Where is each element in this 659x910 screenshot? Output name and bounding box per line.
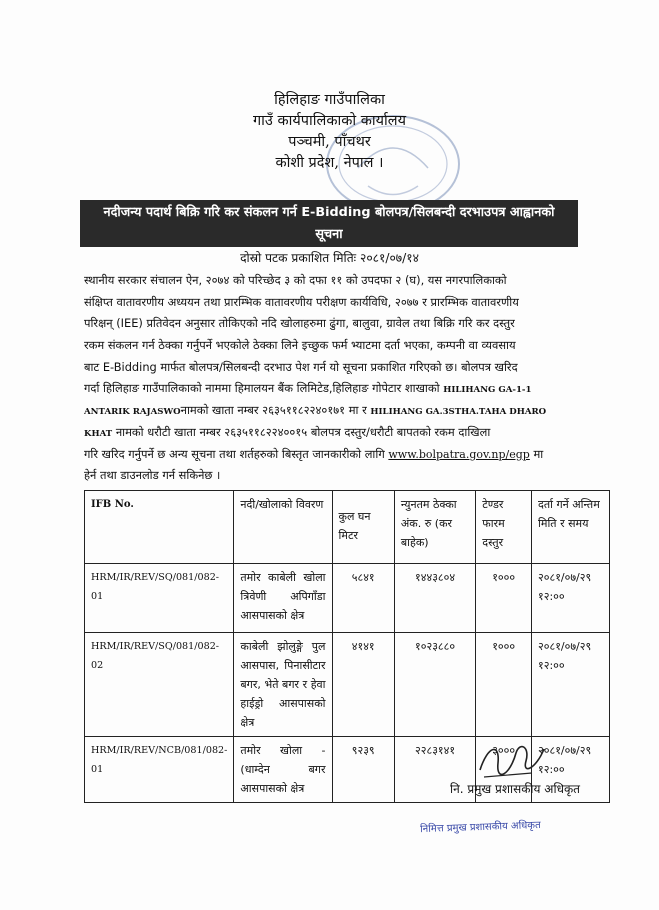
body-text-segment: नामको धरौटी खाता नम्बर २६३५११८२२४००१५ बोलपत्र दस्तुर/धरौटी बापतको रकम दाखिला: [115, 424, 491, 439]
header-province: कोशी प्रदेश, नेपाल ।: [275, 155, 384, 171]
cell-river: काबेली झोलुङ्गे पुल आसपास, पिनासीटार बगर, भेते बगर र हेवा हाईड्रो आसपासको क्षेत्र: [234, 633, 332, 737]
header-min-amount: न्युनतम ठेक्का अंक. रु (कर बाहेक): [394, 491, 475, 564]
cell-tender-fee: १०००: [476, 564, 532, 633]
notice-title-line2: सूचना: [315, 227, 343, 242]
cell-min-amount: २२८३१४१: [394, 737, 475, 803]
table-row: [85, 633, 610, 737]
cell-ifb: HRM/IR/REV/NCB/081/082-01: [85, 737, 234, 803]
deadline-time: १२:००: [538, 590, 565, 603]
body-text-segment: गरि खरिद गर्नुपर्ने छ अन्य सूचना तथा शर्तहरुको बिस्तृत जानकारीको लागि: [84, 446, 385, 461]
body-line: हेर्न तथा डाउनलोड गर्न सकिनेछ ।: [84, 468, 221, 483]
body-line: संक्षिप्त वातावरणीय अध्ययन तथा प्रारम्भिक वातावरणीय परीक्षण कार्यविधि, २०७७ र प्रारम्भिक वातावरणीय: [84, 294, 519, 309]
deadline-date: २०८१/०७/२९: [538, 640, 592, 653]
deadline-date: २०८१/०७/२९: [538, 571, 592, 584]
cell-tender-fee: ३०००: [476, 737, 532, 803]
account-name: ANTARIK RAJASWO: [84, 407, 181, 418]
header-location: पञ्चमी, पाँचथर: [288, 134, 371, 150]
cell-volume: ५८४१: [332, 564, 394, 633]
body-line: [84, 378, 592, 400]
header-deadline: दर्ता गर्ने अन्तिम मिति र समय: [532, 491, 610, 564]
header-office: गाउँ कार्यपालिकाको कार्यालय: [252, 113, 407, 129]
account-name: KHAT: [84, 428, 113, 439]
body-text-segment: मा: [533, 446, 544, 461]
cell-ifb: HRM/IR/REV/SQ/081/082-02: [85, 633, 234, 737]
table-header-row: [85, 491, 610, 564]
deadline-time: १२:००: [538, 659, 565, 672]
notice-title-banner: [80, 200, 578, 247]
cell-ifb: HRM/IR/REV/SQ/081/082-01: [85, 564, 234, 633]
body-text-segment: नामको खाता नम्बर २६३५११८२२४०१७१ मा र: [180, 403, 367, 418]
body-line: [84, 444, 592, 466]
header-municipality: हिलिहाङ गाउँपालिका: [274, 92, 385, 108]
cell-min-amount: १४४३८०४: [394, 564, 475, 633]
notice-body: [84, 270, 592, 487]
body-line: रकम संकलन गर्न ठेक्का गर्नुपर्ने भएकोले ठेक्का लिने इच्छुक फर्म भ्याटमा दर्ता भएका, कम्पनी वा व्यवसाय: [84, 338, 516, 353]
header-volume: कुल घन मिटर: [332, 491, 394, 564]
cell-volume: ४१४१: [332, 633, 394, 737]
deadline-date: २०८१/०७/२९: [538, 744, 592, 757]
header-river: नदी/खोलाको विवरण: [234, 491, 332, 564]
cell-min-amount: १०२३८८०: [394, 633, 475, 737]
header-ifb-no: IFB No.: [85, 491, 234, 564]
cell-volume: ९२३९: [332, 737, 394, 803]
publish-date: दोस्रो पटक प्रकाशित मितिः २०८१/०७/१४: [240, 251, 419, 265]
body-line: स्थानीय सरकार संचालन ऐन, २०७४ को परिच्छेद ३ को दफा ११ को उपदफा २ (घ), यस नगरपालिकाको: [84, 273, 507, 287]
handwritten-signature: [470, 735, 550, 785]
table-row: [85, 564, 610, 633]
account-name: HILIHANG GA.3STHA.TAHA DHARO: [370, 407, 547, 418]
bolpatra-link[interactable]: www.bolpatra.gov.np/egp: [388, 447, 530, 461]
notice-title-line1: नदीजन्य पदार्थ बिक्रि गरि कर संकलन गर्न E-Bidding बोलपत्र/सिलबन्दी दरभाउपत्र आह्वानको: [103, 205, 555, 220]
officer-stamp: निमित्त प्रमुख प्रशासकीय अधिकृत: [419, 819, 541, 836]
deadline-time: १२:००: [538, 763, 565, 776]
header-tender-fee: टेण्डर फारम दस्तुर: [476, 491, 532, 564]
cell-deadline: [532, 564, 610, 633]
body-line: [84, 400, 592, 422]
cell-river: तमोर खोला - (धाम्देन बगर आसपासको क्षेत्र: [234, 737, 332, 803]
body-line: परिक्षन् (IEE) प्रतिवेदन अनुसार तोकिएको नदि खोलाहरुमा ढुंगा, बालुवा, ग्रावेल तथा बिक्रि गरि कर दस्तुर: [84, 316, 515, 331]
cell-tender-fee: १०००: [476, 633, 532, 737]
cell-river: तमोर काबेली खोला त्रिवेणी अपिगाँडा आसपासको क्षेत्र: [234, 564, 332, 633]
body-line: [84, 422, 592, 444]
account-name: HILIHANG GA-1-1: [443, 385, 532, 396]
body-line: बाट E-Bidding मार्फत बोलपत्र/सिलबन्दी दरभाउ पेश गर्न यो सूचना प्रकाशित गरिएको छ। बोलपत्र खरिद: [84, 359, 518, 374]
header-block: [0, 90, 659, 174]
officer-title: नि. प्रमुख प्रशासकीय अधिकृत: [449, 782, 581, 796]
body-text-segment: गर्दा हिलिहाङ गाउँपालिकाको नाममा हिमालयन बैंक लिमिटेड,हिलिहाङ गोपेटार शाखाको: [84, 381, 440, 396]
cell-deadline: [532, 633, 610, 737]
